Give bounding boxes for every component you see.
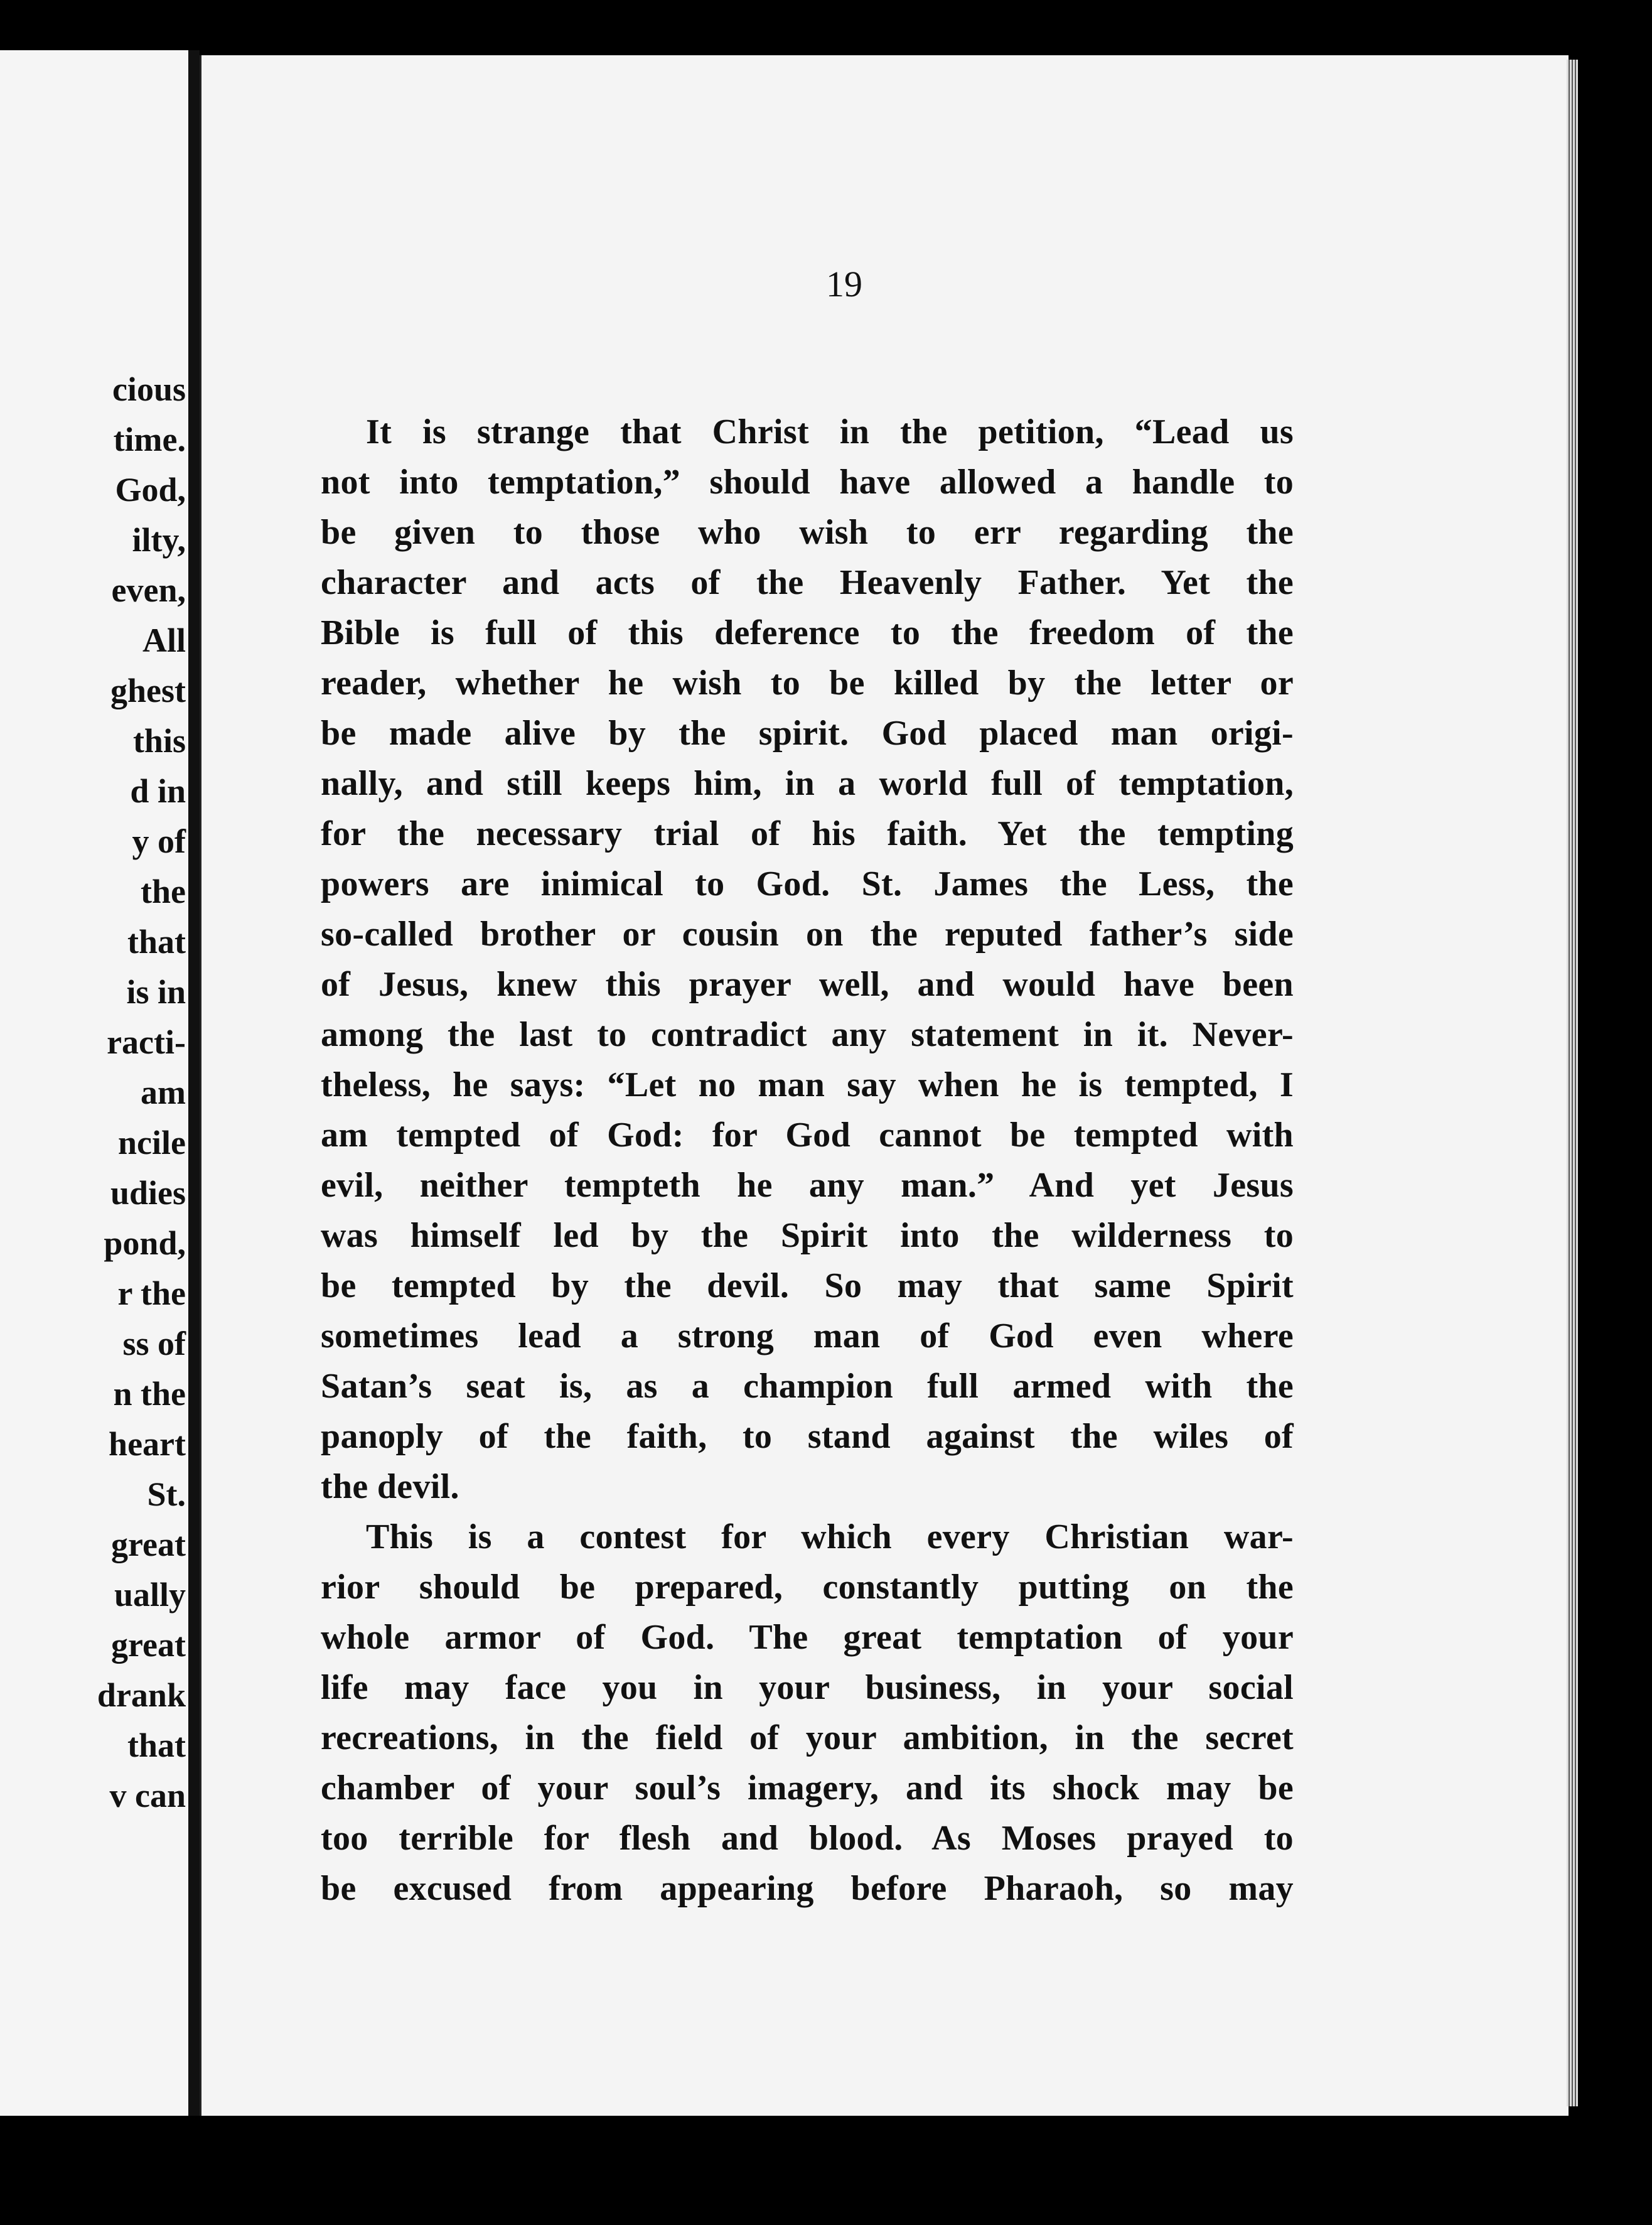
text-line: Bible is full of this deference to the freedom of the <box>321 613 1294 652</box>
text-line: among the last to contradict any statement in it. Never- <box>321 1015 1294 1054</box>
text-line: panoply of the faith, to stand against the wiles of <box>321 1417 1294 1456</box>
text-line: be given to those who wish to err regarding the <box>321 513 1294 552</box>
fragment-line: ncile <box>118 1124 186 1161</box>
fragment-line: ilty, <box>132 521 186 559</box>
text-line: too terrible for flesh and blood. As Moses prayed to <box>321 1819 1294 1858</box>
text-line: This is a contest for which every Christian war- <box>366 1517 1294 1556</box>
text-line: life may face you in your business, in your social <box>321 1668 1294 1707</box>
fragment-line: that <box>127 1727 186 1764</box>
text-line: for the necessary trial of his faith. Yet the tempting <box>321 814 1294 853</box>
fragment-line: racti- <box>107 1023 186 1061</box>
text-line: sometimes lead a strong man of God even where <box>321 1317 1294 1355</box>
fragment-line: drank <box>97 1676 186 1714</box>
fragment-line: v can <box>109 1777 186 1814</box>
text-line: nally, and still keeps him, in a world full of temptation, <box>321 764 1294 803</box>
page-edge <box>1567 60 1578 2106</box>
fragment-line: ss of <box>122 1325 186 1362</box>
fragment-line: God, <box>115 471 186 509</box>
text-line: was himself led by the Spirit into the wilderness to <box>321 1216 1294 1255</box>
text-line: the devil. <box>321 1467 459 1506</box>
book-page <box>200 55 1569 2116</box>
text-line: chamber of your soul’s imagery, and its shock may be <box>321 1769 1294 1807</box>
fragment-line: the <box>141 873 186 910</box>
text-line: Satan’s seat is, as a champion full armed with the <box>321 1367 1294 1406</box>
fragment-line: ually <box>114 1576 186 1614</box>
fragment-line: pond, <box>104 1224 186 1262</box>
text-line: recreations, in the field of your ambition, in the secret <box>321 1718 1294 1757</box>
fragment-line: All <box>142 622 186 659</box>
fragment-line: ghest <box>110 672 186 709</box>
text-line: reader, whether he wish to be killed by the letter or <box>321 664 1294 703</box>
fragment-line: this <box>132 722 186 760</box>
fragment-line: r the <box>117 1274 186 1312</box>
previous-page-fragment <box>0 50 188 2116</box>
text-line: theless, he says: “Let no man say when he is tempted, I <box>321 1065 1294 1104</box>
fragment-line: time. <box>113 421 186 458</box>
text-line: evil, neither tempteth he any man.” And yet Jesus <box>321 1166 1294 1205</box>
text-line: so-called brother or cousin on the reputed father’s side <box>321 915 1294 954</box>
fragment-line: is in <box>126 973 186 1011</box>
fragment-line: am <box>141 1074 186 1111</box>
text-line: character and acts of the Heavenly Father. Yet the <box>321 563 1294 602</box>
fragment-line: n the <box>113 1375 186 1413</box>
text-line: am tempted of God: for God cannot be tempted with <box>321 1116 1294 1155</box>
text-line: not into temptation,” should have allowed a handle to <box>321 463 1294 502</box>
fragment-line: heart <box>109 1425 186 1463</box>
fragment-line: d in <box>130 772 186 810</box>
text-line: be made alive by the spirit. God placed man origi- <box>321 714 1294 753</box>
fragment-line: udies <box>110 1174 186 1212</box>
text-line: be excused from appearing before Pharaoh, so may <box>321 1869 1294 1908</box>
page-number: 19 <box>826 264 862 304</box>
text-line: rior should be prepared, constantly putting on the <box>321 1568 1294 1607</box>
fragment-line: great <box>111 1526 186 1563</box>
fragment-line: y of <box>132 822 186 860</box>
text-line: be tempted by the devil. So may that same Spirit <box>321 1266 1294 1305</box>
text-line: It is strange that Christ in the petition, “Lead us <box>366 412 1294 451</box>
text-line: whole armor of God. The great temptation of your <box>321 1618 1294 1657</box>
fragment-line: even, <box>111 571 186 609</box>
text-line: powers are inimical to God. St. James the Less, the <box>321 865 1294 903</box>
text-line: of Jesus, knew this prayer well, and would have been <box>321 965 1294 1004</box>
fragment-line: great <box>111 1626 186 1664</box>
fragment-line: St. <box>147 1475 186 1513</box>
fragment-line: cious <box>112 370 186 408</box>
page-gutter <box>188 50 200 2116</box>
fragment-line: that <box>127 923 186 961</box>
page-text <box>321 407 1294 1914</box>
